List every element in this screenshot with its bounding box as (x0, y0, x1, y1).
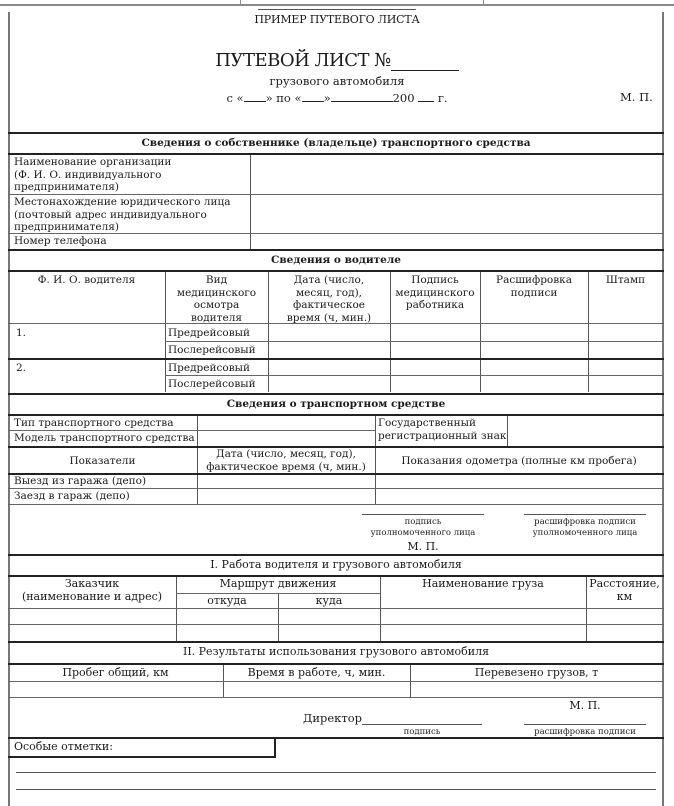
owner-org-label: Наименование организации (Ф. И. О. индивидуального предпринимателя) (14, 156, 172, 193)
document-title (0, 50, 674, 71)
notes-line-2[interactable] (16, 789, 656, 790)
divider (250, 155, 251, 249)
document-subtitle: грузового автомобиля (269, 74, 405, 88)
waybill-number-field[interactable] (391, 53, 459, 71)
divider (8, 358, 664, 360)
col-signature-decoding: Расшифровка подписи (496, 274, 572, 299)
divider (8, 323, 664, 324)
col-stamp: Штамп (605, 274, 646, 286)
work-section-title: I. Работа водителя и грузового автомобиля (210, 558, 462, 571)
work-time-field[interactable] (224, 682, 409, 696)
title-text: ПУТЕВОЙ ЛИСТ № (215, 50, 391, 71)
vehicle-model-field[interactable] (198, 431, 374, 445)
date-range-line: с « » по « » 200 г. (226, 91, 448, 105)
authorized-signature-line[interactable] (362, 514, 484, 515)
customer-header: Заказчик (наименование и адрес) (21, 577, 163, 603)
total-mileage-field[interactable] (9, 682, 222, 696)
results-section-title: II. Результаты использования грузового автомобиля (182, 645, 490, 658)
garage-exit-odometer-field[interactable] (376, 475, 662, 488)
work-row-1[interactable] (8, 609, 663, 624)
example-overline (258, 9, 416, 10)
garage-return-odometer-field[interactable] (376, 490, 662, 503)
divider (375, 416, 376, 446)
driver-1-pretrip: Предрейсовый (168, 327, 250, 339)
indicators-header: Показатели (69, 455, 136, 467)
director-label: Директор (303, 711, 363, 725)
top-border (0, 4, 674, 6)
divider (8, 504, 664, 505)
plate-label: Государственный регистрационный знак (378, 417, 507, 442)
route-to-header: куда (315, 594, 343, 607)
divider (8, 270, 664, 272)
divider (8, 249, 664, 251)
cargo-name-header: Наименование груза (422, 577, 544, 590)
owner-address-field[interactable] (252, 195, 662, 233)
vehicle-type-label: Тип транспортного средства (14, 417, 174, 429)
driver-1-posttrip: Послерейсовый (168, 344, 256, 356)
cargo-transported-header: Перевезено грузов, т (474, 666, 599, 679)
month-field[interactable] (331, 90, 393, 102)
date-from-field[interactable] (244, 90, 266, 102)
divider (8, 488, 664, 489)
authorized-decoding-label: расшифровка подписи уполномоченного лица (532, 517, 638, 538)
garage-return-label: Заезд в гараж (депо) (14, 490, 130, 502)
odometer-header: Показания одометра (полные км пробега) (401, 455, 637, 467)
stamp-place-label: М. П. (620, 90, 653, 104)
director-signature-label: подпись (403, 727, 441, 737)
vehicle-model-label: Модель транспортного средства (14, 432, 195, 444)
vehicle-stamp-label: М. П. (407, 540, 439, 553)
total-mileage-header: Пробег общий, км (62, 666, 169, 679)
owner-section-title: Сведения о собственнике (владельце) транспортного средства (141, 137, 531, 149)
divider (165, 341, 663, 342)
director-stamp-label: М. П. (569, 699, 601, 712)
border-tick (240, 0, 241, 5)
datetime-header: Дата (число, месяц, год), фактическое время (ч, мин.) (206, 448, 366, 473)
driver-section-title: Сведения о водителе (271, 254, 401, 266)
vehicle-type-field[interactable] (198, 416, 374, 430)
border-tick (483, 0, 484, 5)
work-time-header: Время в работе, ч, мин. (247, 666, 386, 679)
col-driver-name: Ф. И. О. водителя (37, 274, 136, 286)
distance-header: Расстояние, км (589, 577, 660, 603)
work-row-2[interactable] (8, 625, 663, 640)
director-decoding-label: расшифровка подписи (534, 727, 636, 737)
divider (588, 272, 589, 392)
divider (8, 393, 664, 395)
owner-org-field[interactable] (252, 155, 662, 193)
director-signature-line[interactable] (362, 724, 482, 725)
garage-exit-label: Выезд из гаража (депо) (14, 475, 147, 487)
col-exam-datetime: Дата (число, месяц, год), фактическое время (ч, мин.) (286, 274, 372, 324)
col-medic-signature: Подпись медицинского работника (395, 274, 475, 311)
driver-2-posttrip: Послерейсовый (168, 378, 256, 390)
route-header: Маршрут движения (219, 577, 337, 590)
divider (8, 697, 664, 698)
director-decoding-line[interactable] (524, 724, 646, 725)
vehicle-section-title: Сведения о транспортном средстве (226, 398, 446, 410)
driver-1-number: 1. (16, 327, 27, 339)
year-field[interactable] (418, 90, 434, 102)
date-to-field[interactable] (302, 90, 324, 102)
owner-address-label: Местонахождение юридического лица (почтовый адрес индивидуального предпринимателя) (14, 196, 231, 233)
driver-2-pretrip: Предрейсовый (168, 362, 250, 374)
col-exam-type: Вид медицинского осмотра водителя (176, 274, 257, 324)
authorized-signature-label: подпись уполномоченного лица (370, 517, 476, 538)
driver-2-number: 2. (16, 362, 27, 374)
owner-phone-label: Номер телефона (14, 235, 107, 247)
divider (8, 554, 664, 556)
notes-label: Особые отметки: (14, 740, 113, 753)
cargo-transported-field[interactable] (411, 682, 662, 696)
route-from-header: откуда (207, 594, 247, 607)
example-label: ПРИМЕР ПУТЕВОГО ЛИСТА (254, 13, 420, 26)
garage-return-datetime-field[interactable] (198, 490, 374, 503)
authorized-decoding-line[interactable] (524, 514, 646, 515)
notes-line-1[interactable] (16, 772, 656, 773)
plate-field[interactable] (508, 416, 662, 445)
owner-phone-field[interactable] (252, 234, 662, 248)
divider (8, 641, 664, 643)
divider (8, 663, 664, 665)
divider (165, 375, 663, 376)
garage-exit-datetime-field[interactable] (198, 475, 374, 488)
divider (8, 132, 664, 134)
